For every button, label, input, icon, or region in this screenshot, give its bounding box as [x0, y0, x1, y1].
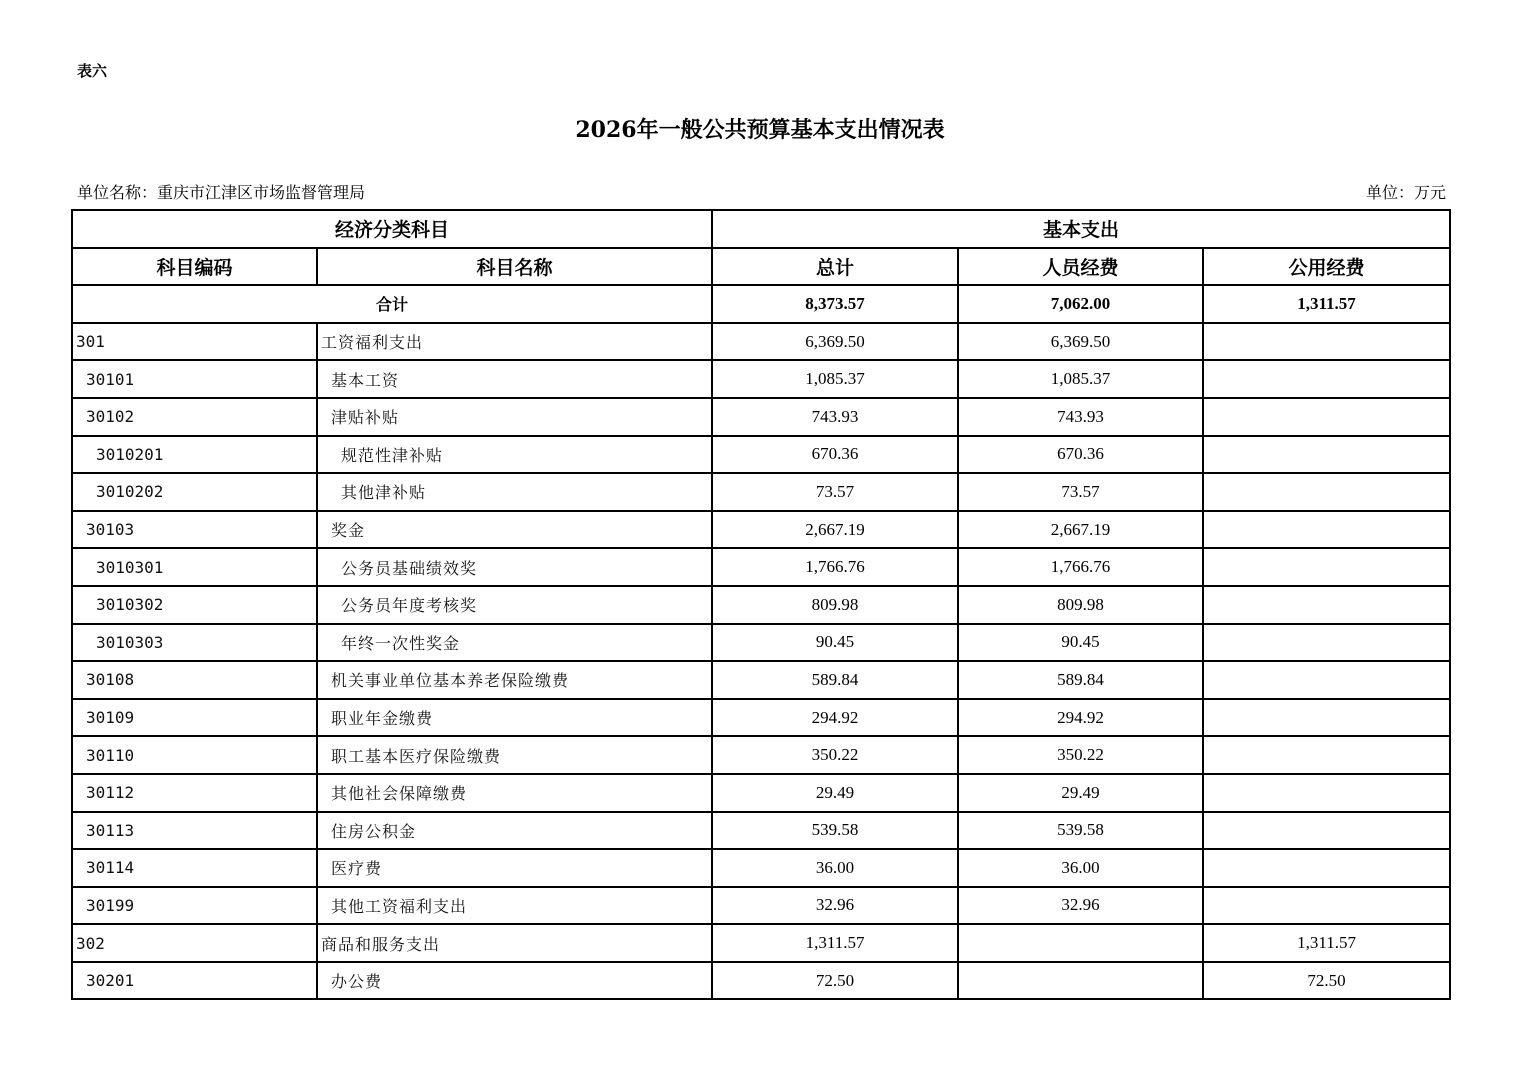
table-row [72, 548, 1450, 586]
row-personnel: 743.93 [958, 398, 1203, 436]
row-public [1203, 323, 1450, 361]
table-row [72, 624, 1450, 662]
row-name: 其他工资福利支出 [317, 887, 712, 925]
row-name: 职工基本医疗保险缴费 [317, 736, 712, 774]
row-code: 30113 [72, 812, 317, 850]
row-total: 72.50 [712, 962, 958, 1000]
group-header-row [72, 210, 1450, 248]
row-personnel: 539.58 [958, 812, 1203, 850]
table-row [72, 887, 1450, 925]
total-public: 1,311.57 [1203, 285, 1450, 323]
row-public [1203, 473, 1450, 511]
table-row [72, 661, 1450, 699]
row-public [1203, 511, 1450, 549]
row-total: 1,766.76 [712, 548, 958, 586]
table-row [72, 586, 1450, 624]
table-row [72, 736, 1450, 774]
row-total: 2,667.19 [712, 511, 958, 549]
table-row [72, 812, 1450, 850]
row-public [1203, 436, 1450, 474]
row-personnel: 90.45 [958, 624, 1203, 662]
row-personnel: 2,667.19 [958, 511, 1203, 549]
table-row [72, 323, 1450, 361]
row-public: 72.50 [1203, 962, 1450, 1000]
row-name: 职业年金缴费 [317, 699, 712, 737]
header-code: 科目编码 [72, 248, 317, 286]
row-total: 29.49 [712, 774, 958, 812]
row-total: 32.96 [712, 887, 958, 925]
row-public [1203, 774, 1450, 812]
table-row [72, 473, 1450, 511]
row-personnel: 350.22 [958, 736, 1203, 774]
row-public [1203, 661, 1450, 699]
row-name: 商品和服务支出 [317, 924, 712, 962]
row-code: 30199 [72, 887, 317, 925]
row-name: 津贴补贴 [317, 398, 712, 436]
row-name: 办公费 [317, 962, 712, 1000]
row-name: 机关事业单位基本养老保险缴费 [317, 661, 712, 699]
row-personnel: 589.84 [958, 661, 1203, 699]
row-public [1203, 548, 1450, 586]
row-code: 3010202 [72, 473, 317, 511]
table-row [72, 511, 1450, 549]
unit-label: 单位：万元 [1365, 183, 1446, 202]
row-code: 3010201 [72, 436, 317, 474]
row-name: 奖金 [317, 511, 712, 549]
row-name: 规范性津补贴 [317, 436, 712, 474]
row-code: 30102 [72, 398, 317, 436]
row-public [1203, 736, 1450, 774]
row-total: 73.57 [712, 473, 958, 511]
row-personnel: 73.57 [958, 473, 1203, 511]
row-code: 30110 [72, 736, 317, 774]
row-public [1203, 398, 1450, 436]
row-public [1203, 887, 1450, 925]
row-name: 其他津补贴 [317, 473, 712, 511]
table-number-label: 表六 [77, 62, 108, 80]
header-personnel: 人员经费 [958, 248, 1203, 286]
table-row [72, 436, 1450, 474]
table-row [72, 962, 1450, 1000]
row-code: 30103 [72, 511, 317, 549]
row-total: 539.58 [712, 812, 958, 850]
row-public [1203, 360, 1450, 398]
row-name: 工资福利支出 [317, 323, 712, 361]
table-row [72, 924, 1450, 962]
row-personnel: 1,766.76 [958, 548, 1203, 586]
table-row [72, 849, 1450, 887]
row-code: 3010301 [72, 548, 317, 586]
row-code: 30201 [72, 962, 317, 1000]
row-public [1203, 699, 1450, 737]
row-name: 公务员年度考核奖 [317, 586, 712, 624]
row-personnel: 6,369.50 [958, 323, 1203, 361]
budget-table [71, 209, 1451, 1000]
row-public [1203, 624, 1450, 662]
header-name: 科目名称 [317, 248, 712, 286]
row-personnel [958, 962, 1203, 1000]
header-economic-category: 经济分类科目 [72, 210, 712, 248]
row-name: 公务员基础绩效奖 [317, 548, 712, 586]
row-public [1203, 586, 1450, 624]
total-personnel: 7,062.00 [958, 285, 1203, 323]
row-total: 1,085.37 [712, 360, 958, 398]
row-total: 294.92 [712, 699, 958, 737]
page-title: 2026年一般公共预算基本支出情况表 [575, 117, 945, 143]
row-name: 年终一次性奖金 [317, 624, 712, 662]
row-code: 30109 [72, 699, 317, 737]
row-code: 30112 [72, 774, 317, 812]
total-label: 合计 [72, 285, 712, 323]
row-code: 3010303 [72, 624, 317, 662]
table-row [72, 398, 1450, 436]
row-name: 基本工资 [317, 360, 712, 398]
row-name: 住房公积金 [317, 812, 712, 850]
total-total: 8,373.57 [712, 285, 958, 323]
row-personnel: 1,085.37 [958, 360, 1203, 398]
row-total: 670.36 [712, 436, 958, 474]
header-public: 公用经费 [1203, 248, 1450, 286]
table-row [72, 699, 1450, 737]
row-code: 3010302 [72, 586, 317, 624]
row-personnel: 809.98 [958, 586, 1203, 624]
row-public: 1,311.57 [1203, 924, 1450, 962]
table-row [72, 360, 1450, 398]
row-personnel: 294.92 [958, 699, 1203, 737]
column-header-row [72, 248, 1450, 286]
row-code: 30114 [72, 849, 317, 887]
header-total: 总计 [712, 248, 958, 286]
row-personnel: 29.49 [958, 774, 1203, 812]
row-total: 743.93 [712, 398, 958, 436]
row-code: 30101 [72, 360, 317, 398]
row-name: 其他社会保障缴费 [317, 774, 712, 812]
row-personnel: 32.96 [958, 887, 1203, 925]
row-personnel: 670.36 [958, 436, 1203, 474]
unit-name-label: 单位名称：重庆市江津区市场监督管理局 [77, 183, 366, 202]
row-total: 809.98 [712, 586, 958, 624]
row-personnel [958, 924, 1203, 962]
row-total: 90.45 [712, 624, 958, 662]
table-row [72, 774, 1450, 812]
row-total: 589.84 [712, 661, 958, 699]
row-total: 1,311.57 [712, 924, 958, 962]
header-basic-expenditure: 基本支出 [712, 210, 1450, 248]
row-code: 301 [72, 323, 317, 361]
row-code: 30108 [72, 661, 317, 699]
row-public [1203, 812, 1450, 850]
row-public [1203, 849, 1450, 887]
row-total: 6,369.50 [712, 323, 958, 361]
row-total: 36.00 [712, 849, 958, 887]
row-code: 302 [72, 924, 317, 962]
row-name: 医疗费 [317, 849, 712, 887]
row-total: 350.22 [712, 736, 958, 774]
row-personnel: 36.00 [958, 849, 1203, 887]
total-row [72, 285, 1450, 323]
